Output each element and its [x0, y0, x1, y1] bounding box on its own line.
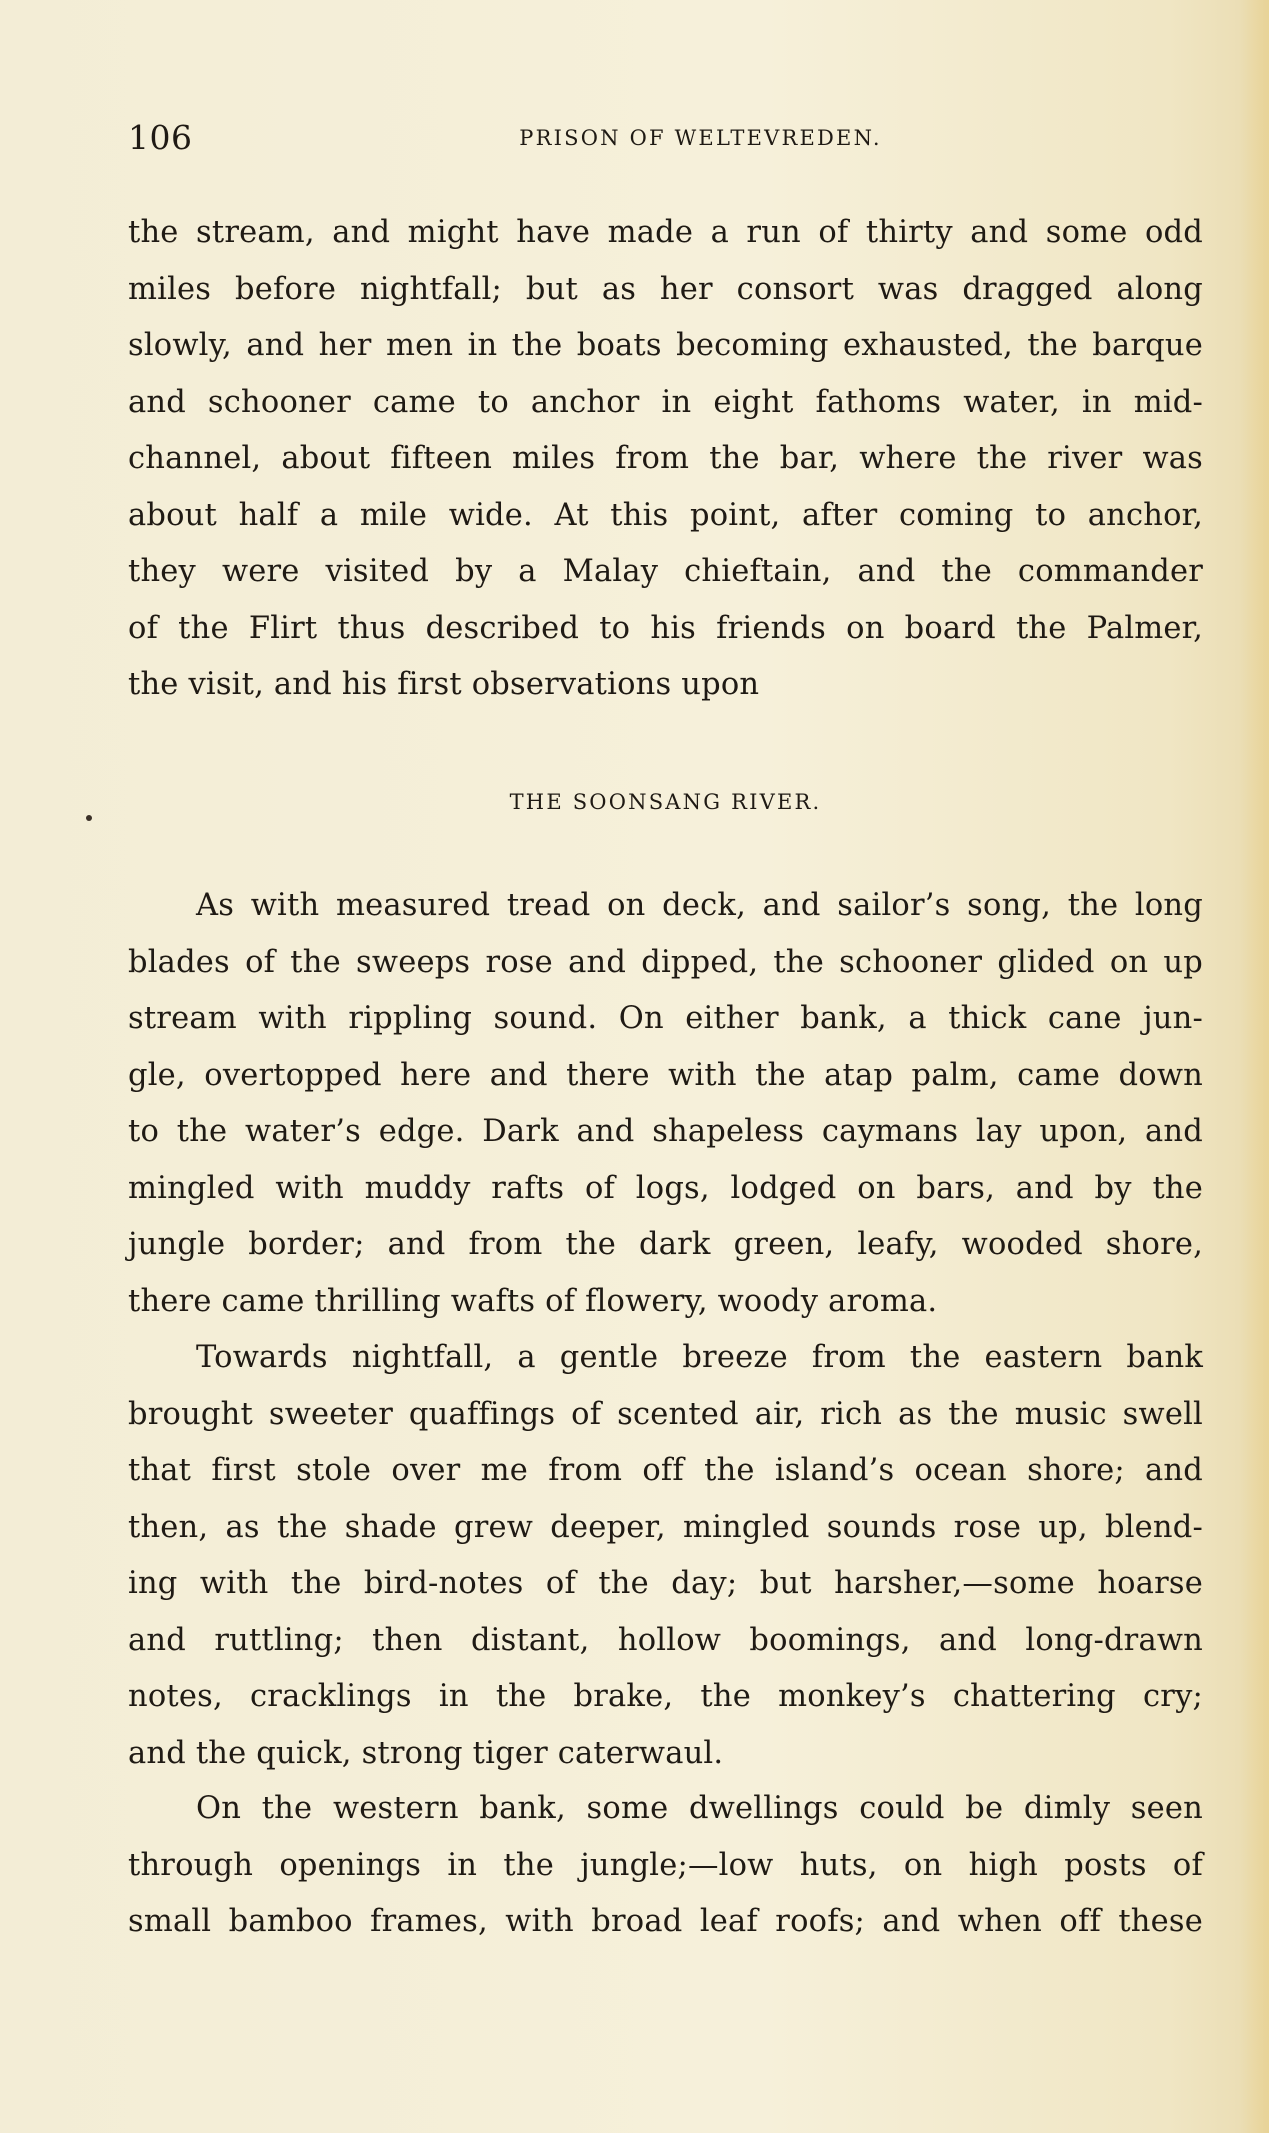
- text-line: then, as the shade grew deeper, mingled sounds rose up, blend-: [128, 1509, 1203, 1545]
- text-line: through openings in the jungle;—low huts, on high posts of: [128, 1847, 1203, 1883]
- text-line: and schooner came to anchor in eight fathoms water, in mid-: [128, 384, 1203, 420]
- text-line: small bamboo frames, with broad leaf roofs; and when off these: [128, 1904, 1203, 1939]
- text-line: Towards nightfall, a gentle breeze from the eastern bank: [196, 1340, 1203, 1375]
- text-line: slowly, and her men in the boats becoming exhausted, the barque: [128, 328, 1203, 363]
- text-line: blades of the sweeps rose and dipped, the schooner glided on up: [128, 944, 1203, 980]
- text-line: about half a mile wide. At this point, after coming to anchor,: [128, 497, 1203, 533]
- page-edge-shading: [1239, 0, 1269, 2133]
- text-line: they were visited by a Malay chieftain, and the commander: [128, 554, 1203, 589]
- paragraph: [128, 1330, 1203, 1782]
- text-line: there came thrilling wafts of flowery, woody aroma.: [128, 1283, 938, 1319]
- text-line: jungle border; and from the dark green, leafy, wooded shore,: [128, 1227, 1203, 1262]
- text-line: As with measured tread on deck, and sailor’s song, the long: [196, 888, 1203, 923]
- ink-speck: [86, 815, 92, 821]
- text-line: and the quick, strong tiger caterwaul.: [128, 1735, 724, 1771]
- text-line: brought sweeter quaffings of scented air, rich as the music swell: [128, 1396, 1203, 1432]
- paragraph: [128, 1781, 1203, 1951]
- text-line: notes, cracklings in the brake, the monkey’s chattering cry;: [128, 1679, 1203, 1714]
- text-line: stream with rippling sound. On either bank, a thick cane jun-: [128, 1001, 1203, 1036]
- text-line: gle, overtopped here and there with the atap palm, came down: [128, 1057, 1203, 1093]
- text-line: ing with the bird-notes of the day; but harsher,—some hoarse: [128, 1566, 1203, 1601]
- text-line: On the western bank, some dwellings could be dimly seen: [196, 1791, 1203, 1826]
- text-line: miles before nightfall; but as her consort was dragged along: [128, 271, 1203, 307]
- text-line: the stream, and might have made a run of thirty and some odd: [128, 215, 1203, 250]
- text-line: and ruttling; then distant, hollow boomings, and long-drawn: [128, 1622, 1203, 1658]
- text-line: to the water’s edge. Dark and shapeless caymans lay upon, and: [128, 1114, 1203, 1149]
- page-header: [128, 118, 1203, 158]
- section-heading: THE SOONSANG RIVER.: [509, 790, 822, 814]
- text-line: of the Flirt thus described to his friends on board the Palmer,: [128, 610, 1203, 646]
- running-title: PRISON OF WELTEVREDEN.: [519, 126, 882, 150]
- paragraph-continuation: [128, 205, 1203, 714]
- text-line: channel, about fifteen miles from the bar, where the river was: [128, 441, 1203, 476]
- text-line: the visit, and his first observations upon: [128, 667, 760, 702]
- text-line: mingled with muddy rafts of logs, lodged on bars, and by the: [128, 1170, 1203, 1206]
- page-number: 106: [128, 118, 193, 157]
- text-line: that first stole over me from off the island’s ocean shore; and: [128, 1453, 1203, 1488]
- paragraph: [128, 878, 1203, 1330]
